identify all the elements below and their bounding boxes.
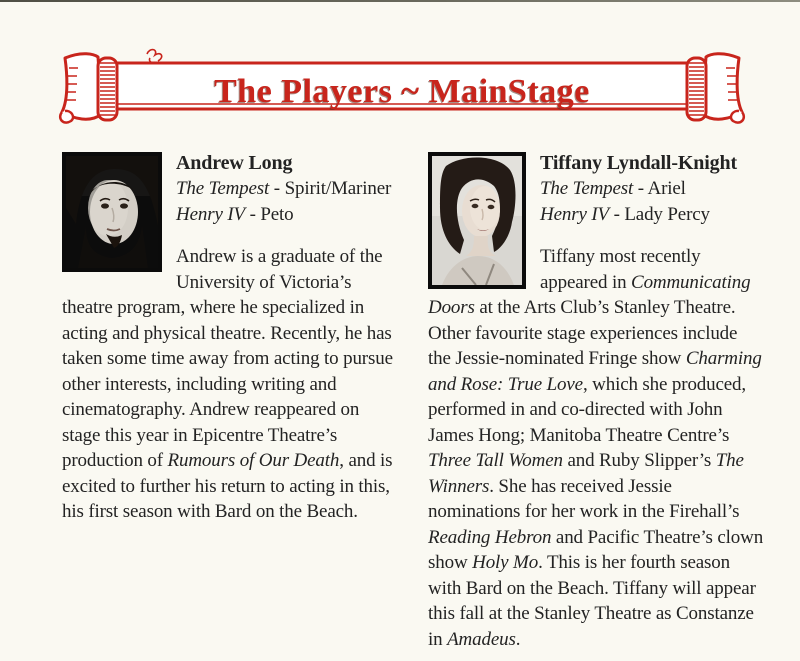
banner (52, 46, 752, 132)
player-name: Andrew Long (176, 152, 293, 174)
player-bio-andrew-long (62, 150, 394, 525)
bio-paragraph: Andrew is a graduate of the University of Victoria’s theatre program, where he specialized in acting and physical theatre. Recently, he has taken some time away from acting to pursue other interests, including writing and cinematography. Andrew reappeared on stage this year in Epicentre Theatre’s production of Rumours of Our Death, and is excited to further his return to acting in this, his first season with Bard on the Beach. (62, 246, 393, 522)
role-line: The Tempest - Spirit/Mariner (176, 178, 392, 199)
role-line: Henry IV - Peto (176, 204, 294, 225)
tiffany-lyndall-knight-portrait-illustration (432, 156, 522, 285)
bio-paragraph: Tiffany most recently appeared in Communicating Doors at the Arts Club’s Stanley Theatre. Other favourite stage experiences include the Jessie-nominated Fringe show Charming and Rose: True Love, which she produced, performed in and co-directed with John James Hong; Manitoba Theatre Centre’s Three Tall Women and Ruby Slipper’s The Winners. She has received Jessie nominations for her work in the Firehall’s Reading Hebron and Pacific Theatre’s clown show Holy Mo. This is her fourth season with Bard on the Beach. Tiffany will appear this fall at the Stanley Theatre as Constanze in Amadeus. (428, 246, 764, 650)
scan-edge-artifact (0, 0, 800, 2)
andrew-long-portrait-illustration (66, 156, 158, 268)
player-bio-tiffany-lyndall-knight (428, 150, 764, 652)
headshot-andrew-long (62, 152, 162, 272)
headshot-tiffany-lyndall-knight (428, 152, 526, 289)
page-title: The Players ~ MainStage (214, 72, 590, 110)
role-line: The Tempest - Ariel (540, 178, 686, 199)
role-line: Henry IV - Lady Percy (540, 204, 710, 225)
player-name: Tiffany Lyndall-Knight (540, 152, 737, 174)
scroll-right-end (687, 54, 744, 123)
